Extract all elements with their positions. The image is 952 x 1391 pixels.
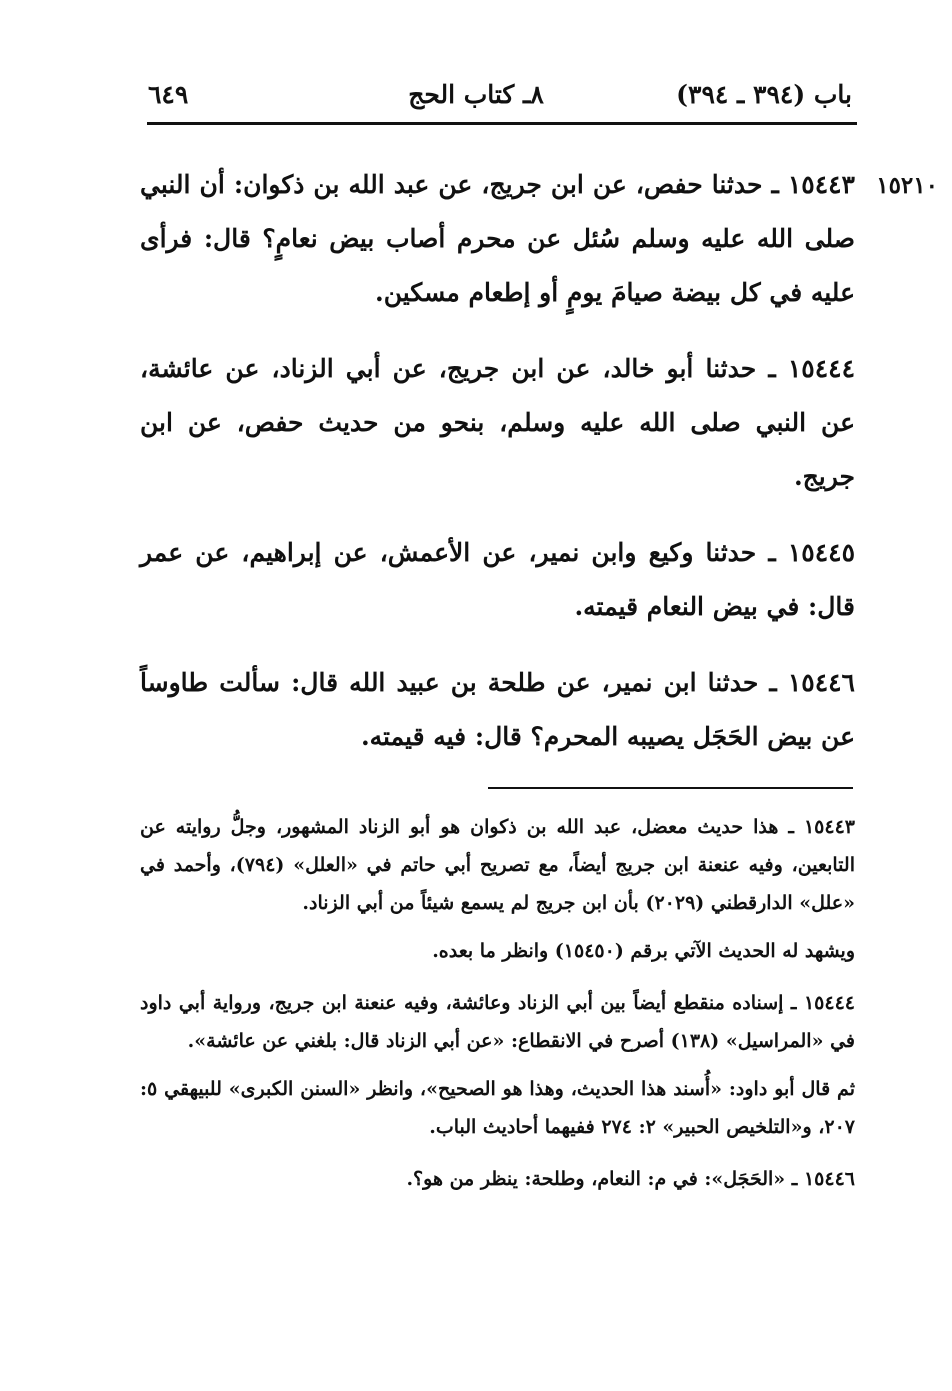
book-title: ٨ـ كتاب الحج [408,80,544,109]
footnote-number: ١٥٤٤٣ [803,816,855,838]
footnote [140,932,855,970]
hadith-text: ـ حدثنا أبو خالد، عن ابن جريج، عن أبي الزناد، عن عائشة، عن النبي صلى الله عليه وسلم، بنحو من حديث حفص، عن ابن جريج. [140,354,855,491]
footnote-text: ـ هذا حديث معضل، عبد الله بن ذكوان هو أبو الزناد المشهور، وجلُّ روايته عن التابعين، وفيه عنعنة ابن جريج أيضاً، مع تصريح أبي حاتم في «العلل» (٧٩٤)، وأحمد في «علل» الدارقطني (٢٠٢٩) بأن ابن جريج لم يسمع شيئاً من أبي الزناد. [140,816,855,914]
hadith-text: ـ حدثنا وكيع وابن نمير، عن الأعمش، عن إبراهيم، عن عمر قال: في بيض النعام قيمته. [140,538,855,621]
footnotes [140,808,855,1212]
footnote [140,808,855,922]
hadith-number: ١٥٤٤٤ [787,354,855,383]
hadith-paragraph [140,526,855,634]
chapter-heading: باب (٣٩٤ ـ ٣٩٤) [676,80,852,109]
hadith-paragraph [140,158,855,320]
footnote-text: ثم قال أبو داود: «أُسند هذا الحديث، وهذا هو الصحيح»، وانظر «السنن الكبرى» للبيهقي ٥: ٢٠٧، و«التلخيص الحبير» ٢: ٢٧٤ ففيهما أحاديث الباب. [140,1078,855,1138]
footnote-text: ويشهد له الحديث الآتي برقم (١٥٤٥٠) وانظر ما بعده. [432,940,855,962]
hadith-number: ١٥٤٤٥ [787,538,855,567]
footnote [140,1070,855,1146]
header-rule [147,122,857,125]
hadith-text: ـ حدثنا ابن نمير، عن طلحة بن عبيد الله قال: سألت طاوساً عن بيض الحَجَل يصيبه المحرم؟ قال: فيه قيمته. [140,668,855,751]
footnote [140,1160,855,1198]
hadith-paragraph [140,656,855,764]
footnote-text: ـ إسناده منقطع أيضاً بين أبي الزناد وعائشة، وفيه عنعنة ابن جريج، ورواية أبي داود في «المراسيل» (١٣٨) أصرح في الانقطاع: «عن أبي الزناد قال: بلغني عن عائشة». [140,992,855,1052]
hadith-number: ١٥٤٤٣ [787,170,855,199]
footnote [140,984,855,1060]
footnote-text: ـ «الحَجَل»: في م: النعام، وطلحة: ينظر من هو؟. [406,1168,798,1190]
hadith-text: ـ حدثنا حفص، عن ابن جريج، عن عبد الله بن ذكوان: أن النبي صلى الله عليه وسلم سُئل عن محرم أصاب بيض نعامٍ؟ قال: فرأى عليه في كل بيضة صيامَ يومٍ أو إطعام مسكين. [140,170,855,307]
footnote-separator [488,787,853,789]
hadith-paragraph [140,342,855,504]
footnote-number: ١٥٤٤٤ [803,992,855,1014]
hadith-number: ١٥٤٤٦ [787,668,855,697]
page-number: ٦٤٩ [148,80,189,109]
footnote-number: ١٥٤٤٦ [803,1168,855,1190]
main-text [140,158,855,786]
margin-reference-number: ١٥٢١٠ [876,172,938,199]
